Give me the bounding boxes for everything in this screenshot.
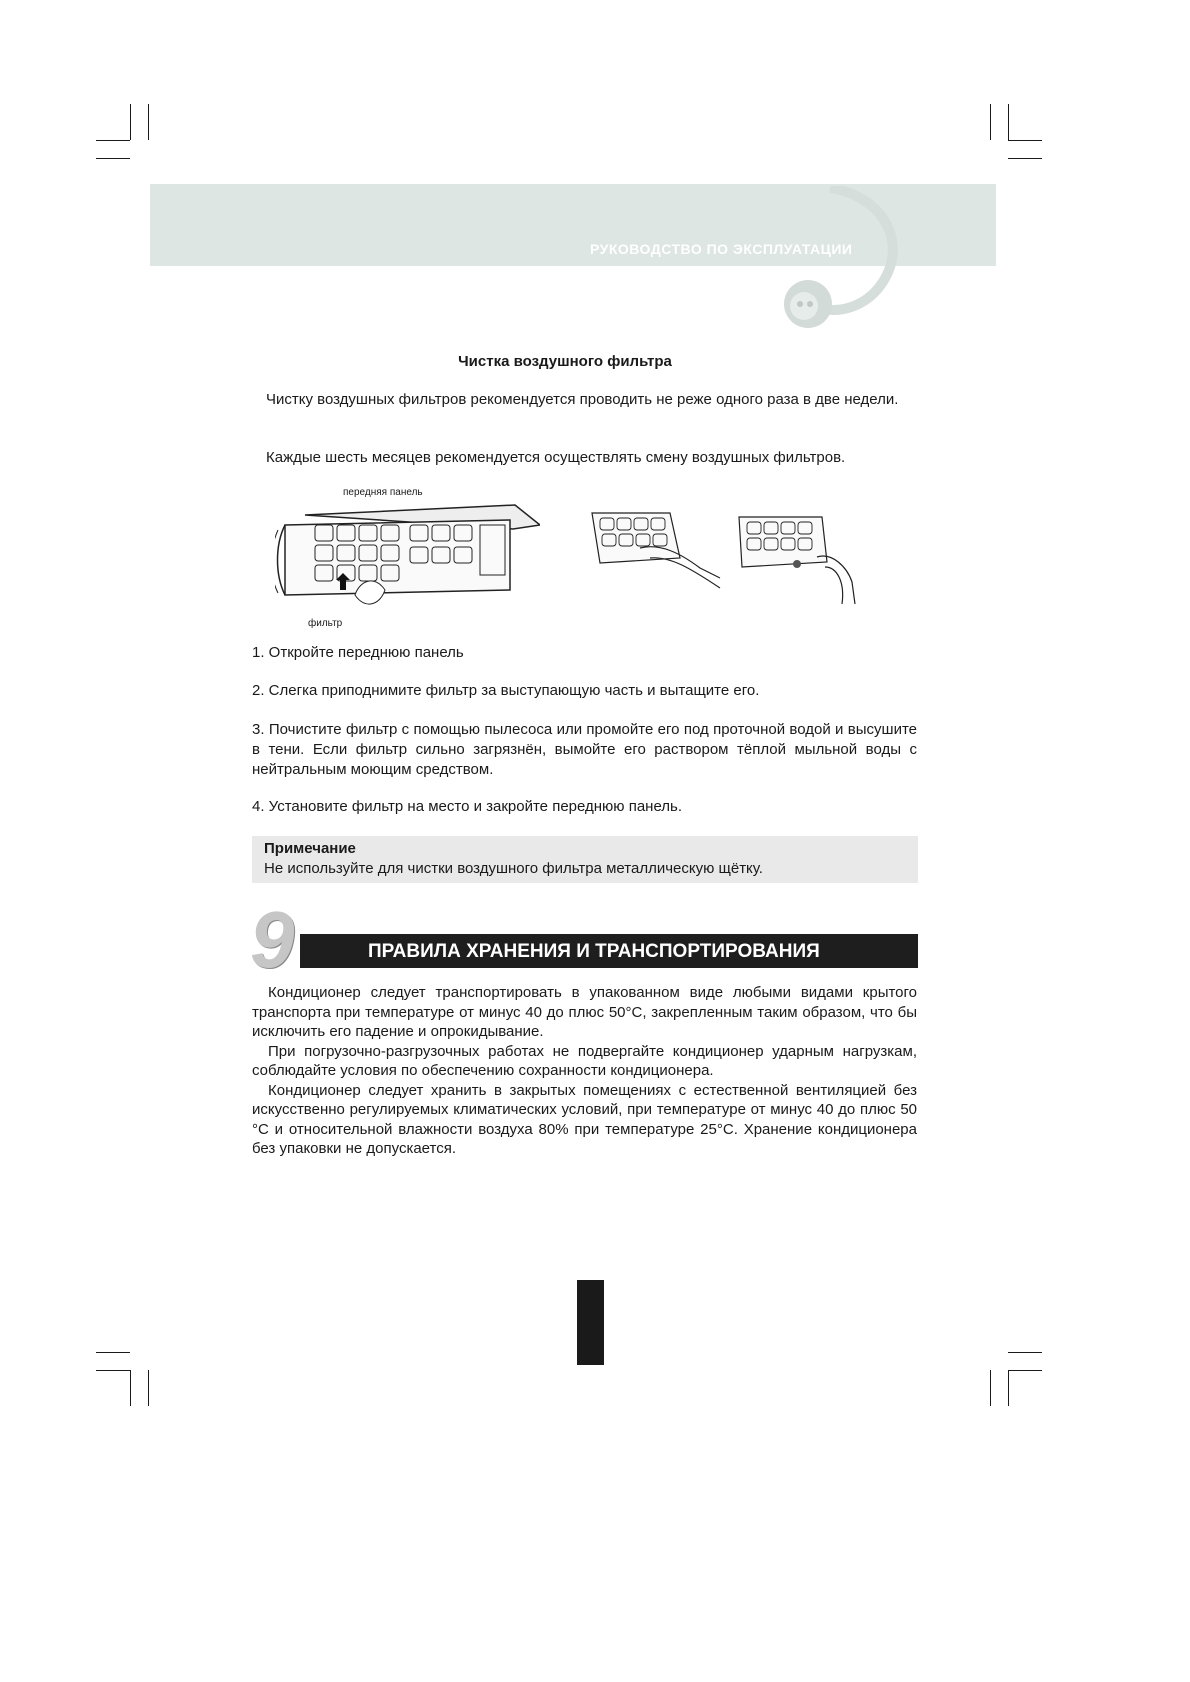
page-tab xyxy=(577,1280,604,1365)
filter-cleaning-illustration-2 xyxy=(737,512,862,607)
chapter-number: 9 xyxy=(250,895,295,984)
note-text: Не используйте для чистки воздушного фильтра металлическую щётку. xyxy=(264,860,763,877)
figure-label-panel: передняя панель xyxy=(343,487,423,498)
chapter-paragraph-3: Кондиционер следует хранить в закрытых помещениях с естественной вентиляцией без искусственно регулируемых климатических условий, при температуре от минус 40 до плюс 50 °С и относительной влажности воздуха 80% при температуре 25°С. Хранение кондиционера без упаковки не допускается. xyxy=(252,1081,917,1157)
note-box xyxy=(252,836,918,883)
filter-cleaning-illustration-1 xyxy=(590,508,730,593)
chapter-bar xyxy=(300,934,918,968)
intro-paragraph-1: Чистку воздушных фильтров рекомендуется проводить не реже одного раза в две недели. xyxy=(266,391,899,408)
plug-icon xyxy=(770,186,920,336)
ac-unit-illustration xyxy=(275,495,540,625)
step-1: 1. Откройте переднюю панель xyxy=(252,644,464,661)
chapter-body xyxy=(252,983,917,1159)
section-title: Чистка воздушного фильтра xyxy=(458,353,672,370)
step-3: 3. Почистите фильтр с помощью пылесоса или промойте его под проточной водой и высушите в тени. Если фильтр сильно загрязнён, вымойте его раствором тёплой мыльной воды с нейтральным моющим средством. xyxy=(252,721,917,778)
step-4: 4. Установите фильтр на место и закройте переднюю панель. xyxy=(252,798,683,815)
chapter-paragraph-2: При погрузочно-разгрузочных работах не подвергайте кондиционер ударным нагрузкам, соблюдайте условия по обеспечению сохранности кондиционера. xyxy=(252,1042,917,1079)
chapter-title: ПРАВИЛА ХРАНЕНИЯ И ТРАНСПОРТИРОВАНИЯ xyxy=(368,941,820,962)
note-title: Примечание xyxy=(264,840,356,857)
header-title: РУКОВОДСТВО ПО ЭКСПЛУАТАЦИИ xyxy=(590,241,853,257)
step-2: 2. Слегка приподнимите фильтр за выступающую часть и вытащите его. xyxy=(252,682,760,699)
chapter-paragraph-1: Кондиционер следует транспортировать в упакованном виде любыми видами крытого транспорта при температуре от минус 40 до плюс 50°С, закрепленным таким образом, что бы исключить его падение и опрокидывание. xyxy=(252,984,917,1040)
intro-paragraph-2: Каждые шесть месяцев рекомендуется осуществлять смену воздушных фильтров. xyxy=(266,449,846,466)
figure-label-filter: фильтр xyxy=(308,618,343,629)
